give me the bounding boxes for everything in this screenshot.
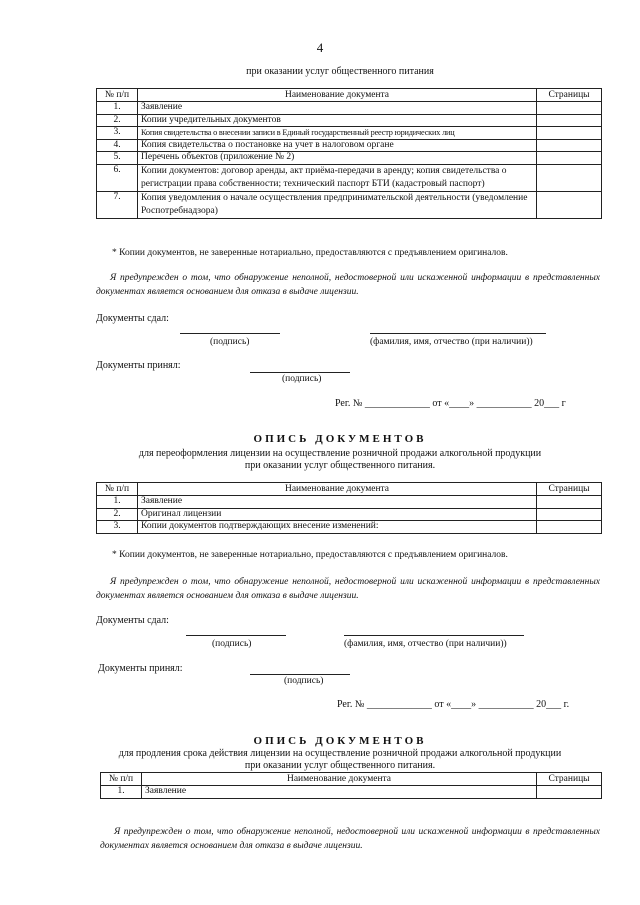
- row-pages[interactable]: [537, 164, 602, 191]
- section3-table: [100, 772, 602, 799]
- row-pages[interactable]: [537, 102, 602, 115]
- col-number-header: № п/п: [101, 773, 142, 786]
- row-document-name: Копии документов: договор аренды, акт приёма-передачи в аренду; копия свидетельства о регистрации права собственности; технический паспорт БТИ (кадастровый паспорт): [138, 164, 537, 191]
- row-pages[interactable]: [537, 139, 602, 152]
- section2-fio-hint: (фамилия, имя, отчество (при наличии)): [344, 639, 507, 649]
- section2-accepted-label: Документы принял:: [98, 663, 183, 674]
- col-pages-header: Страницы: [537, 773, 602, 786]
- col-pages-header: Страницы: [537, 483, 602, 496]
- section1-registration-line[interactable]: Рег. № _____________ от «____» ___________ 20___ г: [335, 398, 566, 409]
- row-document-name: Копии учредительных документов: [138, 114, 537, 127]
- col-number-header: № п/п: [97, 483, 138, 496]
- row-number: 1.: [97, 496, 138, 509]
- row-document-name: Оригинал лицензии: [138, 508, 537, 521]
- section1-signature-hint: (подпись): [210, 337, 250, 347]
- row-number: 3.: [97, 521, 138, 534]
- section1-warning: Я предупрежден о том, что обнаружение неполной, недостоверной или искаженной информации в представленных документах является основанием для отказа в выдаче лицензии.: [96, 273, 600, 297]
- row-number: 6.: [97, 164, 138, 191]
- section2-accepted-signature-line[interactable]: [250, 674, 350, 675]
- row-document-name: Копия свидетельства о постановке на учет в налоговом органе: [138, 139, 537, 152]
- section1-handed-signature-line[interactable]: [180, 333, 280, 334]
- section1-fio-hint: (фамилия, имя, отчество (при наличии)): [370, 337, 533, 347]
- section3-subtitle-line1: для продления срока действия лицензии на осуществление розничной продажи алкогольной продукции: [118, 748, 562, 759]
- section2-warning: Я предупрежден о том, что обнаружение неполной, недостоверной или искаженной информации в представленных документах является основанием для отказа в выдаче лицензии.: [96, 577, 600, 601]
- table-row: [97, 164, 602, 191]
- section2-note: * Копии документов, не заверенные нотариально, предоставляются с предъявлением оригиналов.: [112, 550, 508, 560]
- table-row: [97, 127, 602, 140]
- section3-subtitle-line2: при оказании услуг общественного питания.: [244, 760, 436, 771]
- col-name-header: Наименование документа: [138, 483, 537, 496]
- table-row: [97, 521, 602, 534]
- row-number: 1.: [97, 102, 138, 115]
- row-number: 3.: [97, 127, 138, 140]
- section2-table: [96, 482, 602, 534]
- col-name-header: Наименование документа: [142, 773, 537, 786]
- row-number: 1.: [101, 786, 142, 799]
- table-row: [101, 786, 602, 799]
- row-document-name: Перечень объектов (приложение № 2): [138, 152, 537, 165]
- section1-handed-fio-line[interactable]: [370, 333, 546, 334]
- table-row: [97, 191, 602, 218]
- row-document-name: Копии документов подтверждающих внесение изменений:: [138, 521, 537, 534]
- section1-note: * Копии документов, не заверенные нотариально, предоставляются с предъявлением оригиналов.: [112, 248, 508, 258]
- row-pages[interactable]: [537, 521, 602, 534]
- row-pages[interactable]: [537, 191, 602, 218]
- row-pages[interactable]: [537, 496, 602, 509]
- section2-registration-line[interactable]: Рег. № _____________ от «____» ___________ 20___ г.: [337, 699, 570, 710]
- table-row: [97, 496, 602, 509]
- table-row: [97, 139, 602, 152]
- col-number-header: № п/п: [97, 89, 138, 102]
- section1-table: [96, 88, 602, 219]
- section1-handed-label: Документы сдал:: [96, 313, 169, 324]
- section2-signature-hint: (подпись): [212, 639, 252, 649]
- table-row: [97, 508, 602, 521]
- row-number: 4.: [97, 139, 138, 152]
- table-row: [97, 114, 602, 127]
- row-pages[interactable]: [537, 127, 602, 140]
- section2-handed-label: Документы сдал:: [96, 615, 169, 626]
- section1-caption: при оказании услуг общественного питания: [246, 66, 434, 77]
- section2-subtitle-line2: при оказании услуг общественного питания.: [244, 460, 436, 471]
- row-pages[interactable]: [537, 508, 602, 521]
- section2-title: ОПИСЬ ДОКУМЕНТОВ: [253, 433, 427, 445]
- section2-accepted-signature-hint: (подпись): [284, 676, 324, 686]
- table-row: [97, 152, 602, 165]
- section2-subtitle-line1: для переоформления лицензии на осуществление розничной продажи алкогольной продукции: [138, 448, 542, 459]
- section1-accepted-signature-hint: (подпись): [282, 374, 322, 384]
- row-document-name: Заявление: [142, 786, 537, 799]
- row-number: 7.: [97, 191, 138, 218]
- row-pages[interactable]: [537, 786, 602, 799]
- row-number: 5.: [97, 152, 138, 165]
- table-row: [97, 102, 602, 115]
- section3-warning: Я предупрежден о том, что обнаружение неполной, недостоверной или искаженной информации в представленных документах является основанием для отказа в выдаче лицензии.: [100, 827, 600, 851]
- row-document-name: Копия свидетельства о внесении записи в Единый государственный реестр юридических лиц: [138, 127, 537, 140]
- col-name-header: Наименование документа: [138, 89, 537, 102]
- row-document-name: Заявление: [138, 102, 537, 115]
- row-number: 2.: [97, 114, 138, 127]
- row-pages[interactable]: [537, 114, 602, 127]
- col-pages-header: Страницы: [537, 89, 602, 102]
- section2-handed-fio-line[interactable]: [344, 635, 524, 636]
- row-document-name: Копия уведомления о начале осуществления предпринимательской деятельности (уведомление Роспотребнадзора): [138, 191, 537, 218]
- row-number: 2.: [97, 508, 138, 521]
- section2-handed-signature-line[interactable]: [186, 635, 286, 636]
- section3-title: ОПИСЬ ДОКУМЕНТОВ: [253, 735, 427, 747]
- section1-accepted-label: Документы принял:: [96, 360, 181, 371]
- row-document-name: Заявление: [138, 496, 537, 509]
- row-pages[interactable]: [537, 152, 602, 165]
- section1-accepted-signature-line[interactable]: [250, 372, 350, 373]
- page-number: 4: [316, 40, 324, 55]
